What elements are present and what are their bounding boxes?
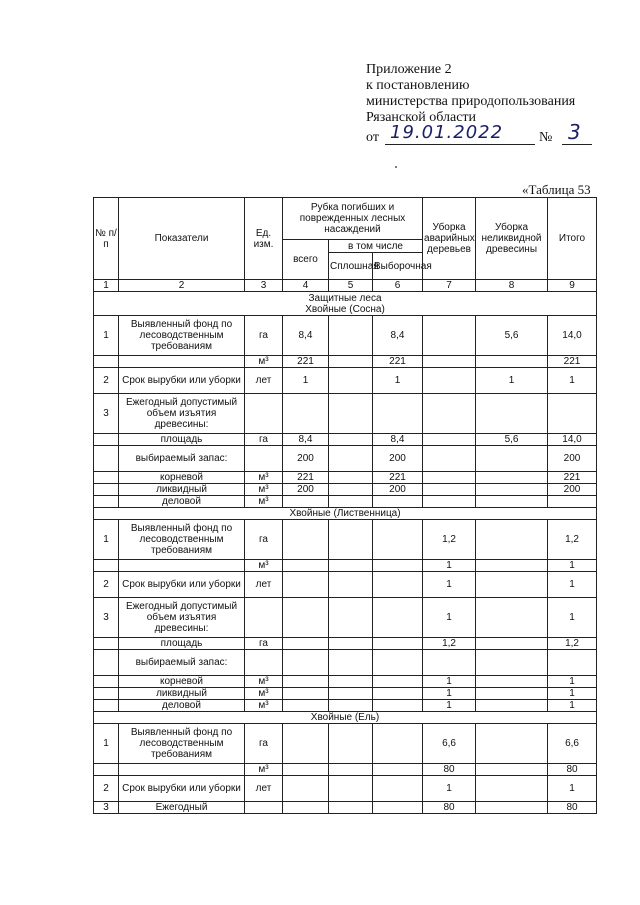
col-number: 3 — [245, 280, 283, 292]
clear-cell — [329, 472, 373, 484]
sum-cell — [548, 496, 597, 508]
sum-cell: 1,2 — [548, 638, 597, 650]
table-row — [94, 688, 597, 700]
sum-cell: 221 — [548, 472, 597, 484]
date-underline — [385, 144, 535, 145]
indicator-cell: Срок вырубки или уборки — [119, 368, 245, 394]
selective-cell: 221 — [373, 356, 423, 368]
unit-cell: м³ — [245, 560, 283, 572]
row-number — [94, 650, 119, 676]
col-number: 8 — [476, 280, 548, 292]
row-number: 1 — [94, 316, 119, 356]
total-cell — [283, 496, 329, 508]
row-number — [94, 638, 119, 650]
selective-cell: 221 — [373, 472, 423, 484]
indicator-cell: Ежегодный допустимый объем изъятия древесины: — [119, 598, 245, 638]
table-title: «Таблица 53 — [522, 182, 591, 197]
indicator-cell: корневой — [119, 676, 245, 688]
indicator-cell: Выявленный фонд по лесоводственным требованиям — [119, 724, 245, 764]
unit-cell: м³ — [245, 484, 283, 496]
row-number — [94, 764, 119, 776]
selective-cell — [373, 764, 423, 776]
selective-cell — [373, 724, 423, 764]
row-number — [94, 700, 119, 712]
total-cell: 8,4 — [283, 316, 329, 356]
total-cell: 8,4 — [283, 434, 329, 446]
sum-cell: 1 — [548, 688, 597, 700]
indicator-cell: площадь — [119, 638, 245, 650]
ministry-name: министерства природопользования — [366, 94, 576, 109]
unit-cell: лет — [245, 776, 283, 802]
table-row — [94, 700, 597, 712]
row-number: 2 — [94, 572, 119, 598]
row-number — [94, 688, 119, 700]
windfall-cell — [423, 356, 476, 368]
table-row — [94, 434, 597, 446]
indicator-cell — [119, 560, 245, 572]
handwritten-number: 3 — [568, 120, 582, 144]
indicator-cell: корневой — [119, 472, 245, 484]
total-cell — [283, 394, 329, 434]
clear-cell — [329, 724, 373, 764]
selective-cell — [373, 688, 423, 700]
selective-cell — [373, 560, 423, 572]
total-cell — [283, 764, 329, 776]
col-number: 5 — [329, 280, 373, 292]
row-number: 2 — [94, 368, 119, 394]
unit-cell: м³ — [245, 356, 283, 368]
row-number: 3 — [94, 802, 119, 814]
sum-cell: 1 — [548, 676, 597, 688]
section-header-row — [94, 292, 597, 316]
indicator-cell: Ежегодный допустимый объем изъятия древесины: — [119, 394, 245, 434]
clear-cell — [329, 434, 373, 446]
row-number: 1 — [94, 724, 119, 764]
illiquid-cell — [476, 520, 548, 560]
illiquid-cell — [476, 598, 548, 638]
row-number — [94, 434, 119, 446]
number-sign: № — [539, 130, 553, 145]
total-cell: 200 — [283, 484, 329, 496]
ot-label: от — [366, 130, 379, 145]
total-cell — [283, 700, 329, 712]
unit-cell: га — [245, 316, 283, 356]
total-cell: 221 — [283, 472, 329, 484]
unit-cell — [245, 650, 283, 676]
region-name: Рязанской области — [366, 110, 477, 125]
indicator-cell: ликвидный — [119, 688, 245, 700]
indicator-cell — [119, 356, 245, 368]
selective-cell — [373, 572, 423, 598]
number-underline — [562, 144, 592, 145]
table-row — [94, 572, 597, 598]
unit-cell: м³ — [245, 496, 283, 508]
selective-cell — [373, 394, 423, 434]
date-number-line — [366, 120, 582, 146]
clear-cell — [329, 650, 373, 676]
windfall-cell: 1 — [423, 572, 476, 598]
header-row — [94, 198, 597, 240]
section-subtitle: Хвойные (Ель) — [310, 712, 380, 723]
unit-cell: м³ — [245, 700, 283, 712]
total-cell — [283, 724, 329, 764]
total-cell — [283, 802, 329, 814]
illiquid-cell: 5,6 — [476, 434, 548, 446]
total-cell — [283, 650, 329, 676]
total-cell: 200 — [283, 446, 329, 472]
clear-cell — [329, 802, 373, 814]
illiquid-cell — [476, 802, 548, 814]
clear-cell — [329, 676, 373, 688]
table-row — [94, 650, 597, 676]
row-number — [94, 560, 119, 572]
selective-cell — [373, 802, 423, 814]
col-felling-group-header: Рубка погибших и поврежденных лесных насаждений — [283, 198, 423, 240]
indicator-cell: Срок вырубки или уборки — [119, 572, 245, 598]
col-sum-header: Итого — [548, 198, 597, 280]
total-cell: 1 — [283, 368, 329, 394]
selective-cell — [373, 496, 423, 508]
scan-speck — [395, 166, 397, 168]
table-row — [94, 472, 597, 484]
indicator-cell: Срок вырубки или уборки — [119, 776, 245, 802]
selective-cell — [373, 676, 423, 688]
sum-cell: 1 — [548, 598, 597, 638]
selective-cell — [373, 776, 423, 802]
indicator-cell: Ежегодный — [119, 802, 245, 814]
col-total-header: всего — [283, 240, 329, 280]
row-number — [94, 496, 119, 508]
illiquid-cell — [476, 496, 548, 508]
indicator-cell: Выявленный фонд по лесоводственным требованиям — [119, 316, 245, 356]
document-header — [366, 62, 582, 146]
windfall-cell — [423, 496, 476, 508]
selective-cell: 8,4 — [373, 316, 423, 356]
clear-cell — [329, 316, 373, 356]
table-row — [94, 484, 597, 496]
unit-cell: м³ — [245, 688, 283, 700]
unit-cell — [245, 802, 283, 814]
row-number — [94, 472, 119, 484]
windfall-cell — [423, 472, 476, 484]
table-row — [94, 356, 597, 368]
handwritten-date: 19.01.2022 — [390, 122, 504, 143]
table-row — [94, 496, 597, 508]
windfall-cell — [423, 394, 476, 434]
felling-table — [93, 197, 597, 814]
selective-cell: 200 — [373, 446, 423, 472]
sum-cell: 221 — [548, 356, 597, 368]
indicator-cell: ликвидный — [119, 484, 245, 496]
table-row — [94, 802, 597, 814]
section-subtitle: Хвойные (Лиственница) — [289, 508, 401, 519]
section-header-row — [94, 508, 597, 520]
clear-cell — [329, 368, 373, 394]
decree-ref: к постановлению — [366, 78, 470, 93]
col-number: 4 — [283, 280, 329, 292]
clear-cell — [329, 446, 373, 472]
table-row — [94, 520, 597, 560]
indicator-cell: выбираемый запас: — [119, 446, 245, 472]
section-subtitle: Хвойные (Сосна) — [305, 303, 385, 315]
selective-cell — [373, 650, 423, 676]
col-clear-header: Сплошная — [329, 253, 373, 280]
unit-cell — [245, 394, 283, 434]
col-number: 2 — [119, 280, 245, 292]
section-title-cell — [94, 292, 597, 316]
col-illiquid-header: Уборка неликвидной древесины — [476, 198, 548, 280]
windfall-cell — [423, 316, 476, 356]
col-number: 7 — [423, 280, 476, 292]
table-row — [94, 764, 597, 776]
section-title: Защитные леса — [308, 292, 382, 304]
row-number — [94, 484, 119, 496]
clear-cell — [329, 776, 373, 802]
selective-cell — [373, 700, 423, 712]
total-cell — [283, 598, 329, 638]
col-number-row — [94, 280, 597, 292]
illiquid-cell — [476, 676, 548, 688]
sum-cell: 80 — [548, 764, 597, 776]
total-cell — [283, 560, 329, 572]
windfall-cell — [423, 446, 476, 472]
clear-cell — [329, 356, 373, 368]
selective-cell: 1 — [373, 368, 423, 394]
table-body — [94, 198, 597, 814]
section-header-row — [94, 712, 597, 724]
sum-cell: 1 — [548, 368, 597, 394]
unit-cell — [245, 598, 283, 638]
table-row — [94, 368, 597, 394]
row-number: 3 — [94, 598, 119, 638]
table-row — [94, 638, 597, 650]
indicator-cell: выбираемый запас: — [119, 650, 245, 676]
total-cell — [283, 572, 329, 598]
col-indicator-header: Показатели — [119, 198, 245, 280]
table-row — [94, 598, 597, 638]
clear-cell — [329, 598, 373, 638]
appendix-label: Приложение 2 — [366, 62, 452, 77]
col-selective-header: Выборочная — [373, 253, 423, 280]
unit-cell: лет — [245, 368, 283, 394]
windfall-cell: 80 — [423, 802, 476, 814]
unit-cell: м³ — [245, 472, 283, 484]
windfall-cell — [423, 434, 476, 446]
sum-cell: 1 — [548, 572, 597, 598]
row-number: 1 — [94, 520, 119, 560]
clear-cell — [329, 394, 373, 434]
clear-cell — [329, 764, 373, 776]
illiquid-cell — [476, 724, 548, 764]
sum-cell: 1 — [548, 700, 597, 712]
total-cell — [283, 688, 329, 700]
sum-cell: 6,6 — [548, 724, 597, 764]
unit-cell: га — [245, 638, 283, 650]
indicator-cell: Выявленный фонд по лесоводственным требованиям — [119, 520, 245, 560]
windfall-cell — [423, 484, 476, 496]
selective-cell: 200 — [373, 484, 423, 496]
col-unit-header: Ед. изм. — [245, 198, 283, 280]
windfall-cell: 6,6 — [423, 724, 476, 764]
sum-cell — [548, 394, 597, 434]
table-row — [94, 394, 597, 434]
unit-cell: га — [245, 724, 283, 764]
selective-cell — [373, 638, 423, 650]
windfall-cell — [423, 368, 476, 394]
unit-cell: га — [245, 520, 283, 560]
col-number: 1 — [94, 280, 119, 292]
sum-cell: 200 — [548, 484, 597, 496]
windfall-cell: 1 — [423, 776, 476, 802]
illiquid-cell — [476, 572, 548, 598]
clear-cell — [329, 638, 373, 650]
table-row — [94, 446, 597, 472]
selective-cell — [373, 520, 423, 560]
indicator-cell: деловой — [119, 496, 245, 508]
clear-cell — [329, 572, 373, 598]
indicator-cell: площадь — [119, 434, 245, 446]
col-num-header: № п/п — [94, 198, 119, 280]
sum-cell: 14,0 — [548, 434, 597, 446]
total-cell — [283, 776, 329, 802]
col-number: 9 — [548, 280, 597, 292]
illiquid-cell: 5,6 — [476, 316, 548, 356]
illiquid-cell — [476, 446, 548, 472]
table-row — [94, 724, 597, 764]
windfall-cell: 1,2 — [423, 638, 476, 650]
windfall-cell: 1 — [423, 688, 476, 700]
row-number — [94, 676, 119, 688]
total-cell — [283, 520, 329, 560]
illiquid-cell — [476, 356, 548, 368]
row-number — [94, 356, 119, 368]
windfall-cell: 1 — [423, 700, 476, 712]
table-row — [94, 676, 597, 688]
section-title-cell — [94, 508, 597, 520]
clear-cell — [329, 484, 373, 496]
illiquid-cell — [476, 764, 548, 776]
illiquid-cell — [476, 560, 548, 572]
illiquid-cell — [476, 472, 548, 484]
total-cell — [283, 676, 329, 688]
clear-cell — [329, 496, 373, 508]
sum-cell: 80 — [548, 802, 597, 814]
col-number: 6 — [373, 280, 423, 292]
illiquid-cell — [476, 700, 548, 712]
windfall-cell: 1,2 — [423, 520, 476, 560]
sum-cell: 1 — [548, 776, 597, 802]
illiquid-cell — [476, 688, 548, 700]
clear-cell — [329, 688, 373, 700]
windfall-cell: 1 — [423, 598, 476, 638]
windfall-cell: 1 — [423, 560, 476, 572]
illiquid-cell — [476, 484, 548, 496]
row-number: 3 — [94, 394, 119, 434]
row-number — [94, 446, 119, 472]
total-cell — [283, 638, 329, 650]
selective-cell: 8,4 — [373, 434, 423, 446]
sum-cell — [548, 650, 597, 676]
table-row — [94, 776, 597, 802]
total-cell: 221 — [283, 356, 329, 368]
section-title-cell — [94, 712, 597, 724]
unit-cell: м³ — [245, 764, 283, 776]
illiquid-cell: 1 — [476, 368, 548, 394]
sum-cell: 200 — [548, 446, 597, 472]
indicator-cell — [119, 764, 245, 776]
table-row — [94, 316, 597, 356]
clear-cell — [329, 700, 373, 712]
unit-cell: м³ — [245, 676, 283, 688]
sum-cell: 1,2 — [548, 520, 597, 560]
windfall-cell — [423, 650, 476, 676]
indicator-cell: деловой — [119, 700, 245, 712]
sum-cell: 14,0 — [548, 316, 597, 356]
sum-cell: 1 — [548, 560, 597, 572]
illiquid-cell — [476, 638, 548, 650]
unit-cell: га — [245, 434, 283, 446]
col-windfall-header: Уборка аварийных деревьев — [423, 198, 476, 280]
windfall-cell: 80 — [423, 764, 476, 776]
clear-cell — [329, 520, 373, 560]
unit-cell: лет — [245, 572, 283, 598]
illiquid-cell — [476, 776, 548, 802]
clear-cell — [329, 560, 373, 572]
col-incl-header: в том числе — [329, 240, 423, 253]
illiquid-cell — [476, 394, 548, 434]
illiquid-cell — [476, 650, 548, 676]
windfall-cell: 1 — [423, 676, 476, 688]
selective-cell — [373, 598, 423, 638]
row-number: 2 — [94, 776, 119, 802]
table-row — [94, 560, 597, 572]
unit-cell — [245, 446, 283, 472]
